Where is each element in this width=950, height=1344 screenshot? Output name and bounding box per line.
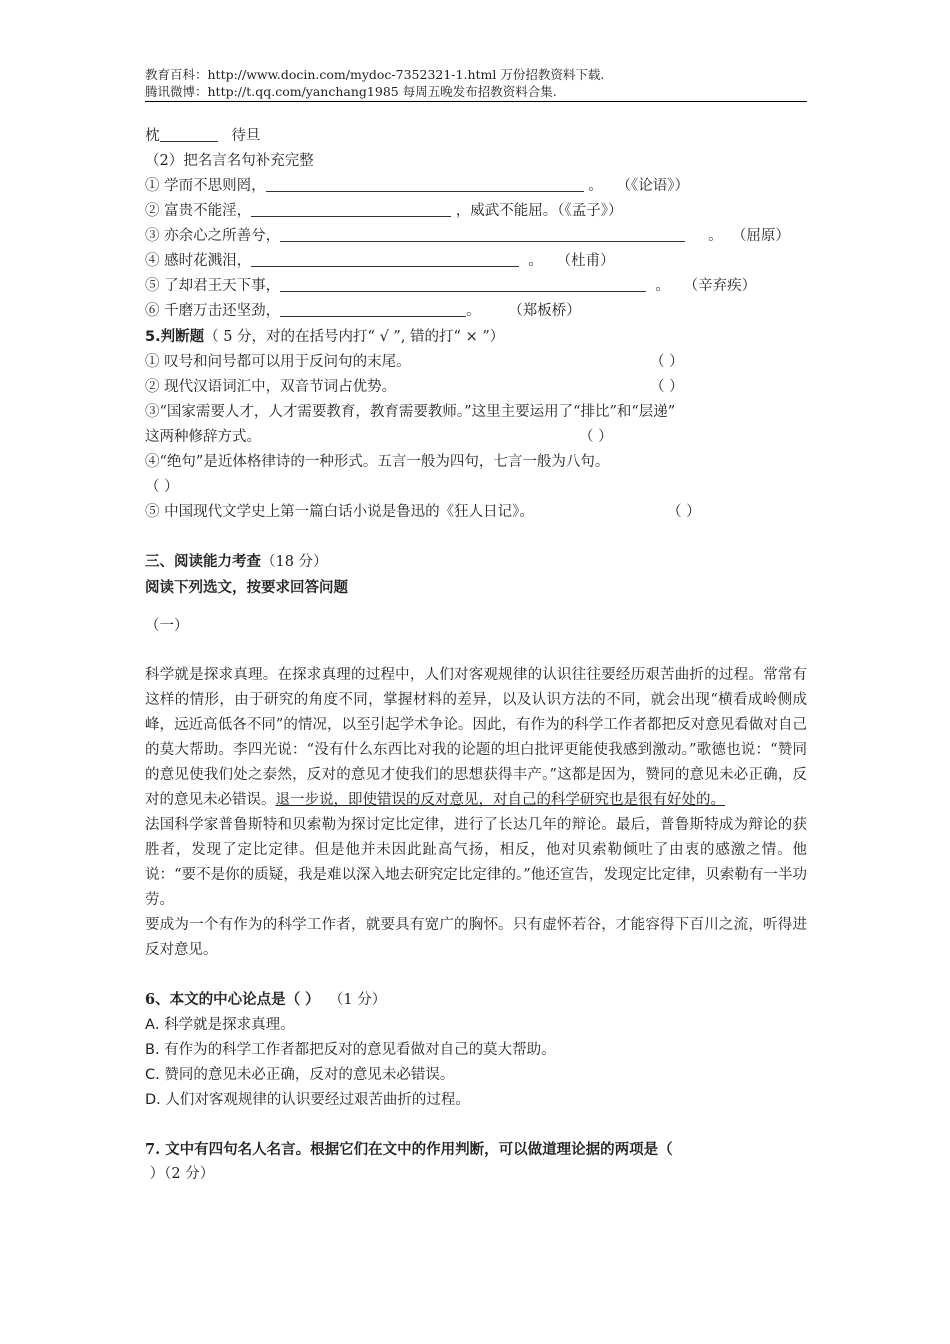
header-line-1: 教育百科：http://www.docin.com/mydoc-7352321-1.html 万份招教资料下载. [145, 67, 605, 82]
reading-paragraph-3: 要成为一个有作为的科学工作者，就要具有宽广的胸怀。只有虚怀若谷，才能容得下百川之流，听得进反对意见。 [145, 917, 807, 958]
answer-blank[interactable] [280, 276, 646, 292]
q5-heading: 5.判断题（ 5 分，对的在括号内打“ √ ”, 错的打“ × ”） [145, 328, 505, 345]
section-3-title: 三、阅读能力考查（18 分） [145, 553, 328, 570]
answer-blank[interactable] [280, 301, 466, 317]
q6-option-a[interactable]: A. 科学就是探求真理。 [145, 1017, 295, 1033]
header-divider [145, 101, 807, 102]
page-header [145, 66, 807, 102]
header-line-2: 腾讯微博：http://t.qq.com/yanchang1985 每周五晚发布招教资料合集. [145, 84, 557, 99]
answer-blank[interactable] [251, 201, 451, 217]
q4-item-1: ① 学而不思则罔， 。 （《论语》） [145, 178, 690, 194]
answer-parens[interactable]: （ ） [579, 429, 613, 445]
answer-blank[interactable] [251, 251, 519, 267]
q5-item-2: ② 现代汉语词汇中，双音节词占优势。 （ ） [145, 375, 807, 400]
q5-item-3-line1: ③“国家需要人才，人才需要教育，教育需要教师。”这里主要运用了“排比”和“层递” [145, 404, 676, 420]
q7-line-1: 7. 文中有四句名人名言。根据它们在文中的作用判断，可以做道理论据的两项是（ [145, 1141, 673, 1158]
q6-option-c[interactable]: C. 赞同的意见未必正确，反对的意见未必错误。 [145, 1067, 455, 1083]
q4-item-6: ⑥ 千磨万击还坚劲， 。 （郑板桥） [145, 303, 581, 319]
answer-parens[interactable]: （ ） [650, 379, 684, 395]
document-page [145, 66, 807, 1187]
q4-top-line: 枕 待旦 [145, 128, 261, 144]
q4-item-5: ⑤ 了却君王天下事， 。 （辛弃疾） [145, 278, 757, 294]
q7-line-2: ）（2 分） [149, 1166, 215, 1182]
answer-blank[interactable] [280, 226, 685, 242]
q6-heading: 6、本文的中心论点是（ ） （1 分） [145, 991, 387, 1008]
section-3-instruction: 阅读下列选文，按要求回答问题 [145, 579, 348, 596]
answer-parens[interactable]: （ ） [650, 354, 684, 370]
q5-item-1: ① 叹号和问号都可以用于反问句的末尾。 （ ） [145, 350, 807, 375]
q4-subtitle: （2）把名言名句补充完整 [145, 153, 314, 169]
answer-blank[interactable] [266, 176, 584, 192]
q5-item-4-line1: ④“绝句”是近体格律诗的一种形式。五言一般为四句，七言一般为八句。 [145, 454, 610, 470]
q4-item-2: ② 富贵不能淫， ，威武不能屈。（《孟子》） [145, 203, 623, 219]
reading-paragraph-2: 法国科学家普鲁斯特和贝索勒为探讨定比定律，进行了长达几年的辩论。最后，普鲁斯特成为辩论的获胜者，发现了定比定律。但是他并未因此趾高气扬，相反，他对贝索勒倾吐了由衷的感激之情。他说：“要不是你的质疑，我是难以深入地去研究定比定律的。”他还宣告，发现定比定律，贝索勒有一半功劳。 [145, 817, 807, 908]
q5-item-3-line2: 这两种修辞方式。 （ ） [145, 425, 807, 450]
underlined-sentence: 退一步说，即使错误的反对意见，对自己的科学研究也是很有好处的。 [275, 792, 725, 808]
q6-option-b[interactable]: B. 有作为的科学工作者都把反对的意见看做对自己的莫大帮助。 [145, 1042, 556, 1058]
q6-option-d[interactable]: D. 人们对客观规律的认识要经过艰苦曲折的过程。 [145, 1092, 470, 1108]
q5-item-4-line2 [145, 475, 807, 500]
answer-parens[interactable]: （ ） [145, 479, 179, 495]
reading-part-label: （一） [145, 618, 189, 634]
q4-item-3: ③ 亦余心之所善兮， 。 （屈原） [145, 228, 790, 244]
q4-item-4: ④ 感时花溅泪， 。 （杜甫） [145, 253, 615, 269]
answer-blank[interactable] [160, 126, 218, 142]
reading-paragraph-1: 科学就是探求真理。在探求真理的过程中，人们对客观规律的认识往往要经历艰苦曲折的过程。常常有这样的情形，由于研究的角度不同，掌握材料的差异，以及认识方法的不同，就会出现“横看成岭侧成峰，远近高低各不同”的情况，以至引起学术争论。因此，有作为的科学工作者都把反对意见看做对自己的莫大帮助。李四光说：“没有什么东西比对我的论题的坦白批评更能使我感到激动。”歌德也说：“赞同的意见使我们处之泰然，反对的意见才使我们的思想获得丰产。”这都是因为，赞同的意见未必正确，反对的意见未必错误。退一步说，即使错误的反对意见，对自己的科学研究也是很有好处的。 [145, 667, 807, 808]
q5-item-5: ⑤ 中国现代文学史上第一篇白话小说是鲁迅的《狂人日记》。 （ ） [145, 500, 807, 525]
answer-parens[interactable]: （ ） [667, 504, 701, 520]
